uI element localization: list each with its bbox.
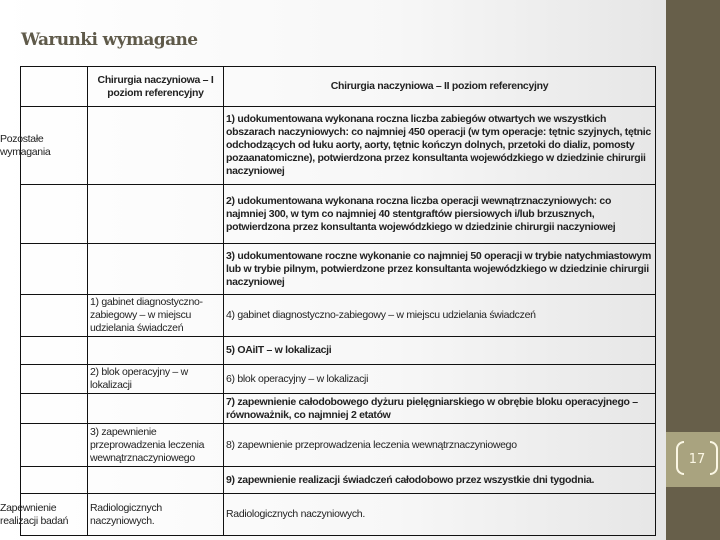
- level-2-cell: 4) gabinet diagnostyczno-zabiegowy – w miejscu udzielania świadczeń: [224, 295, 656, 337]
- table-row: [21, 494, 656, 536]
- level-2-cell: 3) udokumentowane roczne wykonanie co najmniej 50 operacji w trybie natychmiastowym lub w trybie pilnym, potwierdzone przez konsultanta wojewódzkiego w dziedzinie chirurgii naczyniowej: [224, 244, 656, 295]
- level-2-cell: 6) blok operacyjny – w lokalizacji: [224, 365, 656, 394]
- category-cell: [21, 244, 88, 295]
- header-level-2: Chirurgia naczyniowa – II poziom referencyjny: [224, 67, 656, 107]
- requirements-table: [0, 66, 656, 536]
- level-2-cell: 9) zapewnienie realizacji świadczeń całodobowo przez wszystkie dni tygodnia.: [224, 467, 656, 494]
- table-row: [21, 467, 656, 494]
- right-bracket-icon: [710, 441, 718, 475]
- level-1-cell: [88, 337, 224, 365]
- header-level-1: Chirurgia naczyniowa – I poziom referencyjny: [88, 67, 224, 107]
- header-row: [21, 67, 656, 107]
- category-label: Zapewnienie realizacji badań: [0, 501, 69, 527]
- level-2-cell: 5) OAiIT – w lokalizacji: [224, 337, 656, 365]
- table-row: [21, 185, 656, 244]
- level-1-cell: [88, 107, 224, 185]
- page-number: 17: [688, 451, 706, 467]
- level-2-cell: 2) udokumentowana wykonana roczna liczba operacji wewnątrznaczyniowych: co najmniej 300, w tym co najmniej 40 stentgraftów piersiowych i/lub brzusznych, potwierdzona przez konsultanta wojewódzkiego w dziedzinie chirurgii naczyniowej: [224, 185, 656, 244]
- level-1-cell: 1) gabinet diagnostyczno-zabiegowy – w miejscu udzielania świadczeń: [88, 295, 224, 337]
- header-empty-cell: [21, 67, 88, 107]
- category-cell: [21, 337, 88, 365]
- level-1-cell: 3) zapewnienie przeprowadzenia leczenia wewnątrznaczyniowego: [88, 424, 224, 467]
- slide-title: Warunki wymagane: [21, 30, 198, 50]
- category-label: Pozostałe wymagania: [0, 132, 51, 158]
- level-1-cell: 2) blok operacyjny – w lokalizacji: [88, 365, 224, 394]
- page-number-badge: [676, 441, 718, 477]
- category-cell: [21, 295, 88, 337]
- category-cell: [21, 467, 88, 494]
- level-2-cell: 8) zapewnienie przeprowadzenia leczenia wewnątrznaczyniowego: [224, 424, 656, 467]
- table-row: [21, 394, 656, 424]
- level-1-cell: [88, 394, 224, 424]
- level-2-cell: 1) udokumentowana wykonana roczna liczba zabiegów otwartych we wszystkich obszarach naczyniowych: co najmniej 450 operacji (w tym operacje: tętnic szyjnych, tętnic odchodzących od łuku aorty, aorty, tętnic kończyn dolnych, przetoki do dializ, pomosty pozaanatomiczne), potwierdzona przez konsultanta wojewódzkiego w dziedzinie chirurgii naczyniowej: [224, 107, 656, 185]
- table-row: [21, 424, 656, 467]
- level-2-cell: Radiologicznych naczyniowych.: [224, 494, 656, 536]
- table-row: [21, 337, 656, 365]
- category-cell: [0, 107, 88, 185]
- level-1-cell: [88, 185, 224, 244]
- category-cell: [21, 365, 88, 394]
- category-cell: [0, 494, 88, 536]
- table-row: [21, 295, 656, 337]
- category-cell: [21, 424, 88, 467]
- table-row: [21, 244, 656, 295]
- level-2-cell: 7) zapewnienie całodobowego dyżuru pielęgniarskiego w obrębie bloku operacyjnego – równoważnik, co najmniej 2 etatów: [224, 394, 656, 424]
- left-bracket-icon: [676, 441, 684, 475]
- level-1-cell: [88, 467, 224, 494]
- level-1-cell: [88, 244, 224, 295]
- category-cell: [21, 394, 88, 424]
- category-cell: [21, 185, 88, 244]
- table-row: [21, 107, 656, 185]
- level-1-cell: Radiologicznych naczyniowych.: [88, 494, 224, 536]
- table-row: [21, 365, 656, 394]
